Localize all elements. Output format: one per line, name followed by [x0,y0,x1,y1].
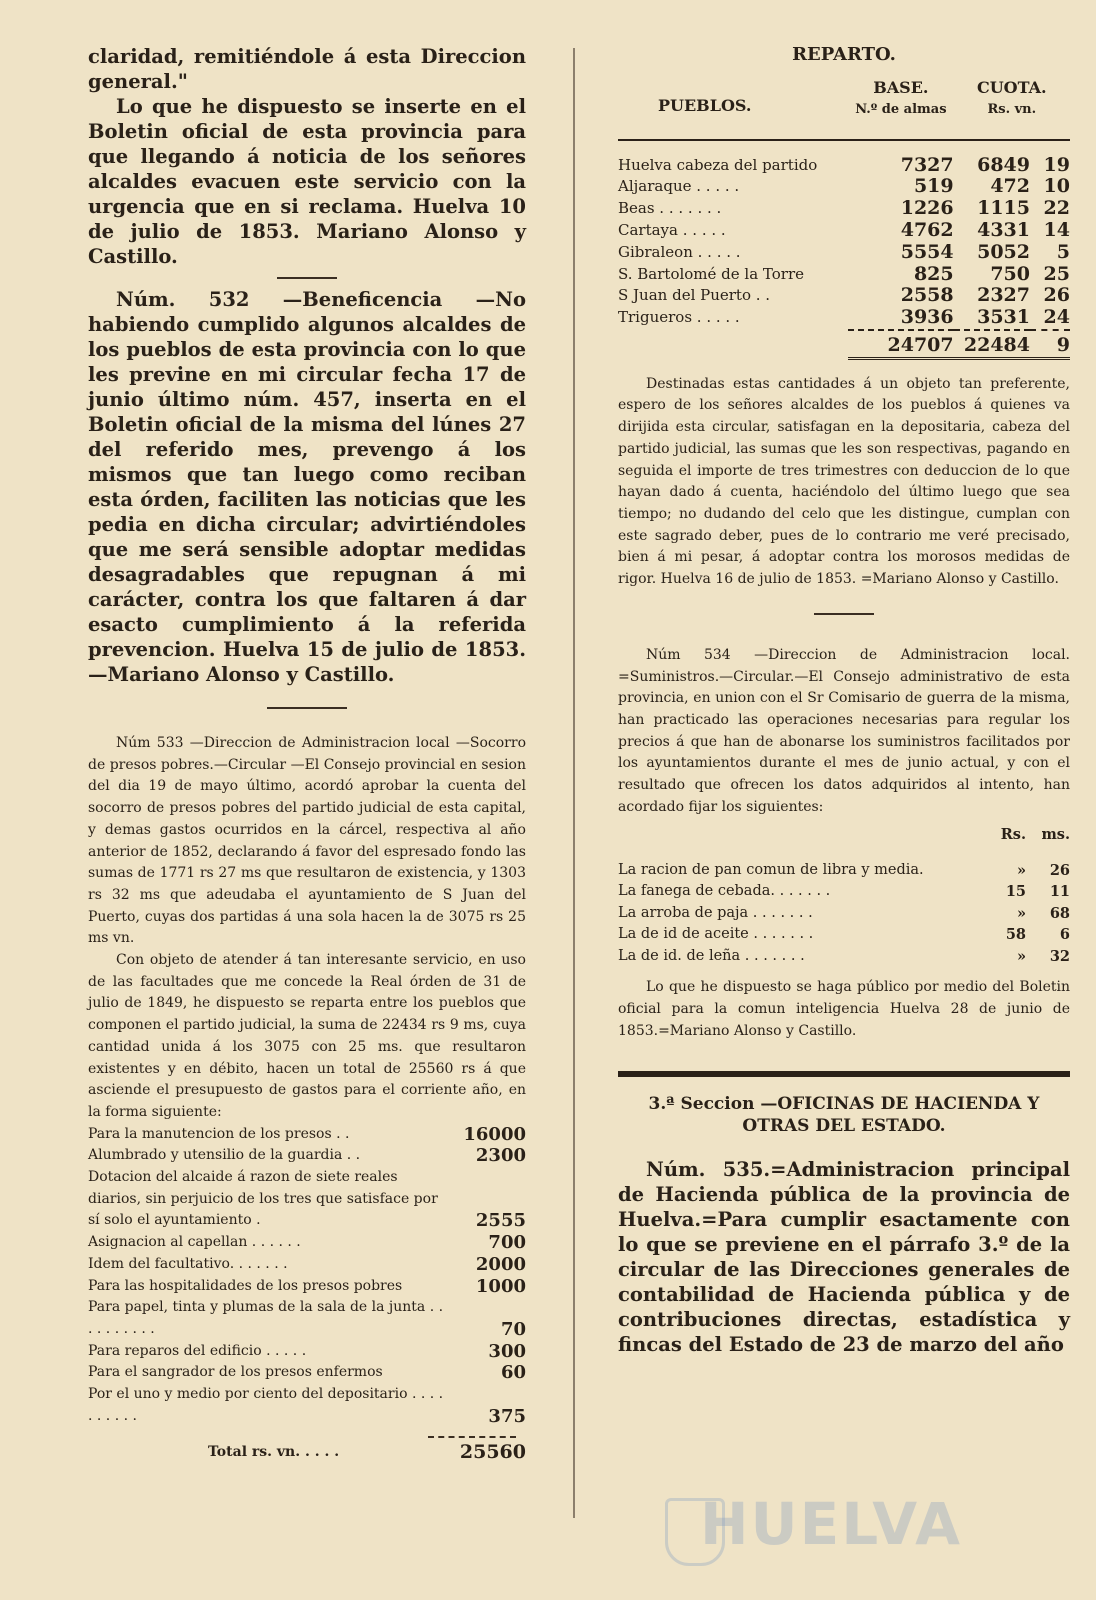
almas-value: 3936 [900,306,954,329]
budget-table [88,1124,526,1428]
article-534: Núm 534 —Direccion de Administracion local. =Suministros.—Circular.—El Consejo administrativo de esta provincia, en union con el Sr Comisario de guerra de la misma, han practicado las operaciones necesarias para regular los precios á que han de abonarse los suministros facilitados por los ayuntamientos durante el mes de junio actual, y con el resultado que ofrecen los datos adquiridos al intento, han acordado fijar los siguientes: [618,646,1070,815]
article-533-intro: Núm 533 —Direccion de Administracion local —Socorro de presos pobres.—Circular —El Consejo provincial en sesion del dia 19 de mayo último, acordó aprobar la cuenta del socorro de presos pobres del partido judicial de esta capital, y demas gastos ocurridos en la cárcel, respectiva al año anterior de 1852, declarando á favor del espresado fondo las sumas de 1771 rs 27 ms que resultaron de existencia, y 1303 rs 32 ms que adeudaba el ayuntamiento de S Juan del Puerto, cuyas dos partidas á una sola hacen la de 3075 rs 25 ms vn. [88,735,526,947]
reparto-paragraph: Destinadas estas cantidades á un objeto tan preferente, espero de los señores alcaldes de los pueblos á quienes va dirijida esta circular, satisfagan en la depositaria, cabeza del partido judicial, las sumas que les son respectivas, pagando en seguida el importe de tres trimestres con deduccion de lo que hayan dado á cuenta, haciéndolo del último luego que sea tiempo; no dudando del celo que les distingue, cumplan con este sagrado deber, pues de lo contrario me veré precisado, bien á mi pesar, á adoptar contra los morosos medidas de rigor. Huelva 16 de julio de 1853. =Mariano Alonso y Castillo. [618,375,1070,588]
ms-value: 19 [1043,153,1070,176]
price-ms: 32 [1049,947,1070,965]
ms-value: 25 [1043,262,1070,285]
reparto-row [618,155,1070,177]
budget-label: Para reparos del edificio . . . . . [88,1342,307,1359]
right-column [618,44,1070,1357]
budget-row [88,1276,526,1298]
reparto-row [618,307,1070,330]
budget-row [88,1384,526,1427]
ms-value: 5 [1056,240,1070,263]
reparto-row [618,198,1070,220]
almas-value: 1226 [900,197,954,220]
budget-row [88,1297,526,1340]
budget-value: 700 [488,1232,526,1254]
column-divider [573,48,575,1518]
header-pueblos: PUEBLOS. [658,96,752,115]
rs-value: 3531 [977,306,1030,329]
rs-value: 4331 [977,218,1030,241]
total-label: Total rs. vn. . . . . [208,1443,340,1460]
budget-label: Para el sangrador de los presos enfermos [88,1364,383,1381]
reparto-row [618,220,1070,242]
header-cuota: CUOTA. [976,78,1047,97]
almas-value: 4762 [900,218,954,241]
budget-row [88,1124,526,1146]
budget-value: 2300 [475,1145,526,1167]
price-row [618,924,1070,946]
header-base-sub: N.º de almas [855,101,947,117]
rs-value: 750 [990,262,1030,285]
budget-label: Por el uno y medio por ciento del depositario . . . . . . . . . . [88,1386,444,1424]
section-rule [618,1071,1070,1077]
budget-row [88,1167,526,1232]
rs-value: 6849 [977,153,1030,176]
ms-value: 24 [1043,306,1070,329]
left-column [88,44,526,1463]
total-ms: 9 [1056,333,1070,356]
ms-value: 22 [1043,197,1070,220]
price-rs: » [1016,861,1026,879]
budget-total [88,1442,526,1464]
header-ms: ms. [1041,826,1070,844]
rs-value: 472 [990,175,1030,198]
price-label: La racion de pan comun de libra y media. [618,861,924,878]
watermark: HUELVA [700,1490,963,1558]
budget-value: 70 [500,1318,526,1340]
price-ms: 11 [1049,883,1070,901]
price-rs: 15 [1005,883,1026,901]
reparto-row [618,242,1070,264]
article-535: Núm. 535.=Administracion principal de Hacienda pública de la provincia de Huelva.=Para cumplir esactamente con lo que se previene en el párrafo 3.º de la circular de las Direcciones generales de contabilidad de Hacienda pública y de contribuciones directas, estadística y fincas del Estado de 23 de marzo del año [618,1157,1070,1356]
reparto-title: REPARTO. [792,44,896,65]
ms-value: 14 [1043,218,1070,241]
reparto-row [618,264,1070,286]
header-rs: Rs. [1000,826,1026,844]
budget-label: Para papel, tinta y plumas de la sala de la junta . . . . . . . . . . [88,1299,444,1337]
budget-row [88,1341,526,1363]
price-ms: 6 [1059,926,1070,944]
almas-value: 2558 [900,284,954,307]
pueblo-name: Gibraleon . . . . . [618,242,741,261]
budget-value: 300 [488,1340,526,1362]
budget-label: Asignacion al capellan . . . . . . [88,1234,301,1251]
article-534-closing: Lo que he dispuesto se haga público por medio del Boletin oficial para la comun inteligencia Huelva 28 de junio de 1853.=Mariano Alonso y Castillo. [618,979,1070,1039]
budget-value: 2000 [475,1253,526,1275]
section-3-heading: 3.ª Seccion —OFICINAS DE HACIENDA Y OTRAS DEL ESTADO. [648,1093,1040,1136]
price-row [618,860,1070,882]
article-533-body: Con objeto de atender á tan interesante servicio, en uso de las facultades que me concede la Real órden de 31 de julio de 1849, he dispuesto se reparta entre los pueblos que componen el partido judicial, la suma de 22434 rs 9 ms, cuya cantidad unida á los 3075 con 25 ms. que resultaron existentes y en débito, hacen un total de 25560 rs á que asciende el presupuesto de gastos para el corriente año, en la forma siguiente: [88,952,526,1120]
almas-value: 825 [913,262,954,285]
price-rs: 58 [1005,926,1026,944]
intro-paragraph: Lo que he dispuesto se inserte en el Boletin oficial de esta provincia para que llegando á noticia de los señores alcaldes evacuen este servicio con la urgencia que en si reclama. Huelva 10 de julio de 1853. Mariano Alonso y Castillo. [88,95,526,268]
price-rs: » [1016,904,1026,922]
separator [814,613,874,615]
prices-table [618,824,1070,967]
almas-value: 519 [913,175,954,198]
budget-value: 1000 [475,1275,526,1297]
price-ms: 68 [1049,904,1070,922]
price-row [618,903,1070,925]
price-rs: » [1016,947,1026,965]
ms-value: 10 [1043,175,1070,198]
almas-value: 7327 [900,153,954,176]
budget-label: Idem del facultativo. . . . . . . [88,1255,288,1272]
budget-row [88,1362,526,1384]
ms-value: 26 [1043,284,1070,307]
pueblo-name: Aljaraque . . . . . [618,177,740,196]
budget-value: 16000 [463,1123,526,1145]
pueblo-name: Beas . . . . . . . [618,199,722,218]
pueblo-name: Trigueros . . . . . [618,308,740,327]
price-label: La de id. de leña . . . . . . . [618,947,805,964]
budget-row [88,1254,526,1276]
total-rs: 22484 [963,333,1030,356]
budget-label: Para las hospitalidades de los presos pobres [88,1277,403,1294]
header-base: BASE. [873,78,929,97]
budget-value: 60 [500,1362,526,1384]
pueblo-name: Huelva cabeza del partido [618,155,818,174]
price-row [618,881,1070,903]
almas-value: 5554 [900,240,954,263]
header-cuota-sub: Rs. vn. [987,101,1037,117]
rs-value: 5052 [977,240,1030,263]
separator [277,277,337,279]
price-ms: 26 [1049,861,1070,879]
budget-row [88,1145,526,1167]
reparto-row [618,176,1070,198]
rs-value: 1115 [977,197,1030,220]
article-532: Núm. 532 —Beneficencia —No habiendo cumplido algunos alcaldes de los pueblos de esta provincia con lo que les previne en mi circular fecha 17 de junio último núm. 457, inserta en el Boletin oficial de la misma del lúnes 27 del referido mes, prevengo á los mismos que tan luego como reciban esta órden, faciliten las noticias que les pedia en dicha circular; advirtiéndoles que me será sensible adoptar medidas desagradables que repugnan á mi carácter, contra los que faltaren á dar esacto cumplimiento á la referida prevencion. Huelva 15 de julio de 1853.—Mariano Alonso y Castillo. [88,288,526,686]
intro-continuation: claridad, remitiéndole á esta Direccion general." [88,45,526,93]
total-rule [428,1436,516,1438]
rs-value: 2327 [977,284,1030,307]
pueblo-name: S. Bartolomé de la Torre [618,264,805,283]
budget-label: Alumbrado y utensilio de la guardia . . [88,1147,361,1164]
budget-label: Para la manutencion de los presos . . [88,1125,350,1142]
budget-label: Dotacion del alcaide á razon de siete reales diarios, sin perjuicio de los tres que satisface por sí solo el ayuntamiento . [88,1169,438,1229]
total-almas: 24707 [887,333,954,356]
price-row [618,946,1070,968]
budget-row [88,1232,526,1254]
separator [267,707,347,709]
total-value: 25560 [459,1440,526,1463]
price-label: La fanega de cebada. . . . . . . [618,883,831,900]
pueblo-name: S Juan del Puerto . . [618,286,771,305]
price-label: La arroba de paja . . . . . . . [618,904,813,921]
reparto-table [618,77,1070,366]
budget-value: 2555 [475,1210,526,1232]
reparto-row [618,285,1070,307]
pueblo-name: Cartaya . . . . . [618,220,726,239]
budget-value: 375 [488,1405,526,1427]
price-label: La de id de aceite . . . . . . . [618,926,814,943]
